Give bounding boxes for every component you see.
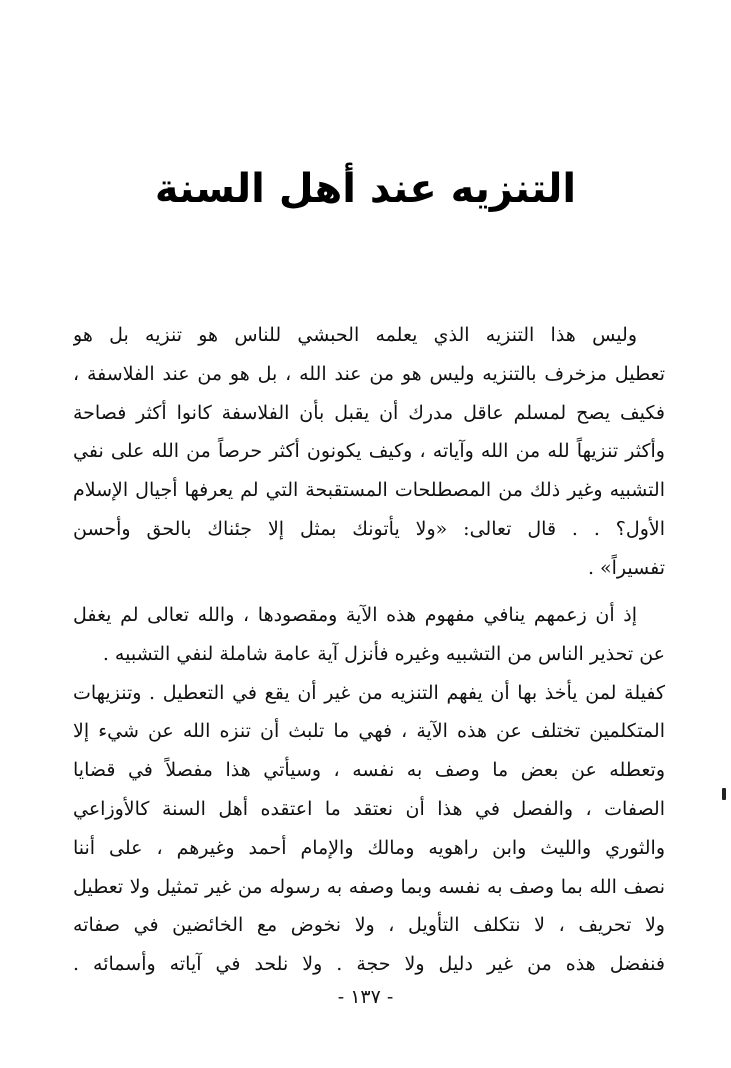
paragraph-1 — [73, 316, 665, 588]
paragraph-line: التشبيه وغير ذلك من المصطلحات المستقبحة التي لم يعرفها أجيال الإسلام — [73, 479, 665, 502]
chapter-title: التنزيه عند أهل السنة — [154, 165, 577, 212]
paragraph-line: ولا تحريف ، لا نتكلف التأويل ، ولا نخوض مع الخائضين في صفاته — [73, 914, 665, 937]
paragraph-line: كفيلة لمن يأخذ بها أن يفهم التنزيه من غير أن يقع في التعطيل . وتنزيهات — [73, 681, 665, 704]
paragraph-line: إذ أن زعمهم ينافي مفهوم هذه الآية ومقصودها ، والله تعالى لم يغفل — [73, 604, 637, 626]
paragraph-line: فكيف يصح لمسلم عاقل مدرك أن يقبل بأن الفلاسفة كانوا أكثر فصاحة — [73, 401, 665, 424]
paragraph-2 — [73, 596, 665, 984]
paragraph-line: فنفضل هذه من غير دليل ولا حجة . ولا نلحد في آياته وأسمائه . — [73, 953, 665, 976]
paragraph-line: الأول؟ . . قال تعالى: «ولا يأتونك بمثل إلا جئناك بالحق وأحسن — [73, 517, 665, 540]
margin-mark — [722, 788, 726, 800]
paragraph-line: والثوري والليث وابن راهويه ومالك والإمام أحمد وغيرهم ، على أننا — [73, 836, 665, 859]
paragraph-line: المتكلمين تختلف عن هذه الآية ، فهي ما تلبث أن تنزه الله عن شيء إلا — [73, 720, 665, 743]
paragraph-line: وأكثر تنزيهاً لله من الله وآياته ، وكيف يكونون أكثر حرصاً من الله على نفي — [73, 440, 665, 463]
paragraph-line: نصف الله بما وصف به نفسه وبما وصفه به رسوله من غير تمثيل ولا تعطيل — [73, 875, 665, 898]
paragraph-line: تفسيراً» . — [587, 556, 665, 579]
paragraph-line: الصفات ، والفصل في هذا أن نعتقد ما اعتقده أهل السنة كالأوزاعي — [73, 797, 665, 820]
paragraph-line: وتعطله عن بعض ما وصف به نفسه ، وسيأتي هذا مفصلاً في قضايا — [73, 759, 665, 782]
paragraph-line: عن تحذير الناس من التشبيه وغيره فأنزل آية عامة شاملة لنفي التشبيه . — [102, 642, 665, 665]
page-number: - ١٣٧ - — [337, 986, 394, 1008]
paragraph-line: تعطيل مزخرف بالتنزيه وليس هو من عند الله ، بل هو من عند الفلاسفة ، — [73, 362, 665, 385]
paragraph-line: وليس هذا التنزيه الذي يعلمه الحبشي للناس هو تنزيه بل هو — [73, 324, 637, 346]
